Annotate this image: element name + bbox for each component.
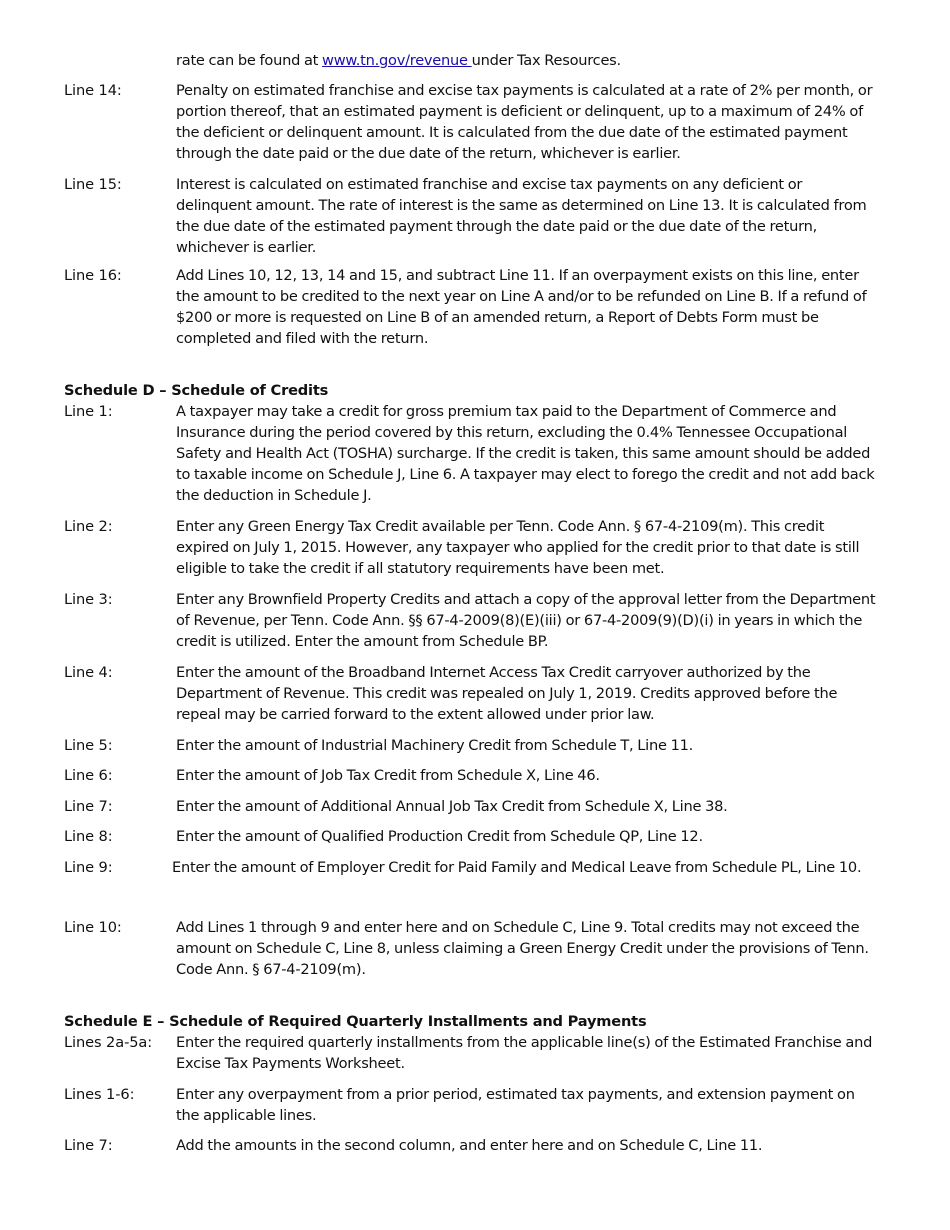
intro-text bbox=[176, 50, 876, 71]
line-text: Interest is calculated on estimated franchise and excise tax payments on any deficient or delinquent amount. The rate of interest is the same as determined on Line 13. It is calculated from the due date of the estimated payment through the date paid or the due date of the return, whichever is earlier. bbox=[176, 176, 867, 256]
line-text: Add Lines 10, 12, 13, 14 and 15, and subtract Line 11. If an overpayment exists on this line, enter the amount to be credited to the next year on Line A and/or to be refunded on Line B. If a refund of $200 or more is requested on Line B of an amended return, a Report of Debts Form must be completed and filed with the return. bbox=[176, 267, 867, 347]
line-label: Line 7: bbox=[64, 1137, 113, 1154]
line-label: Line 8: bbox=[64, 828, 113, 845]
line-label: Line 7: bbox=[64, 798, 113, 815]
line-text: A taxpayer may take a credit for gross premium tax paid to the Department of Commerce and Insurance during the period covered by this return, excluding the 0.4% Tennessee Occupational Safety and Health Act (TOSHA) surcharge. If the credit is taken, this same amount should be added to taxable income on Schedule J, Line 6. A taxpayer may elect to forego the credit and not add back the deduction in Schedule J. bbox=[176, 403, 875, 504]
line-text: Enter the amount of the Broadband Internet Access Tax Credit carryover authorized by the Department of Revenue. This credit was repealed on July 1, 2019. Credits approved before the repeal may be carried forward to the extent allowed under prior law. bbox=[176, 664, 838, 723]
line-label: Lines 1-6: bbox=[64, 1086, 135, 1103]
line-label: Line 9: bbox=[64, 859, 113, 876]
line-text: Enter any Green Energy Tax Credit available per Tenn. Code Ann. § 67-4-2109(m). This credit expired on July 1, 2015. However, any taxpayer who applied for the credit prior to that date is still eligible to take the credit if all statutory requirements have been met. bbox=[176, 518, 860, 577]
line-label: Line 10: bbox=[64, 919, 122, 936]
line-text: Enter the amount of Industrial Machinery Credit from Schedule T, Line 11. bbox=[176, 737, 694, 754]
line-text: Add the amounts in the second column, and enter here and on Schedule C, Line 11. bbox=[176, 1137, 763, 1154]
line-label: Lines 2a-5a: bbox=[64, 1034, 153, 1051]
line-label: Line 4: bbox=[64, 664, 113, 681]
line-text: Enter any overpayment from a prior period, estimated tax payments, and extension payment on the applicable lines. bbox=[176, 1086, 855, 1124]
line-text: Enter the amount of Job Tax Credit from Schedule X, Line 46. bbox=[176, 767, 600, 784]
line-text: Add Lines 1 through 9 and enter here and on Schedule C, Line 9. Total credits may not exceed the amount on Schedule C, Line 8, unless claiming a Green Energy Credit under the provisions of Tenn. Code Ann. § 67-4-2109(m). bbox=[176, 919, 869, 978]
line-label: Line 5: bbox=[64, 737, 113, 754]
line-label: Line 16: bbox=[64, 267, 122, 284]
intro-after-link: under Tax Resources. bbox=[471, 52, 621, 69]
line-label: Line 2: bbox=[64, 518, 113, 535]
line-label: Line 1: bbox=[64, 403, 113, 420]
line-text: Enter the amount of Employer Credit for Paid Family and Medical Leave from Schedule PL, Line 10. bbox=[172, 859, 862, 876]
line-text: Enter the amount of Additional Annual Job Tax Credit from Schedule X, Line 38. bbox=[176, 798, 728, 815]
intro-before-link: rate can be found at bbox=[176, 52, 323, 69]
line-label: Line 6: bbox=[64, 767, 113, 784]
revenue-website-link[interactable]: www.tn.gov/revenue bbox=[322, 52, 472, 69]
line-text: Enter any Brownfield Property Credits and attach a copy of the approval letter from the Department of Revenue, per Tenn. Code Ann. §§ 67-4-2009(8)(E)(iii) or 67-4-2009(9)(D)(i) in years in which the credit is utilized. Enter the amount from Schedule BP. bbox=[176, 591, 876, 650]
line-label: Line 15: bbox=[64, 176, 122, 193]
line-text: Enter the amount of Qualified Production Credit from Schedule QP, Line 12. bbox=[176, 828, 703, 845]
schedule-e-heading: Schedule E – Schedule of Required Quarterly Installments and Payments bbox=[64, 1013, 647, 1030]
line-text: Penalty on estimated franchise and excise tax payments is calculated at a rate of 2% per month, or portion thereof, that an estimated payment is deficient or delinquent, up to a maximum of 24% of the deficient or delinquent amount. It is calculated from the due date of the estimated payment through the date paid or the due date of the return, whichever is earlier. bbox=[176, 82, 873, 162]
line-label: Line 14: bbox=[64, 82, 122, 99]
schedule-d-heading: Schedule D – Schedule of Credits bbox=[64, 382, 329, 399]
line-text: Enter the required quarterly installments from the applicable line(s) of the Estimated Franchise and Excise Tax Payments Worksheet. bbox=[176, 1034, 873, 1072]
line-label: Line 3: bbox=[64, 591, 113, 608]
